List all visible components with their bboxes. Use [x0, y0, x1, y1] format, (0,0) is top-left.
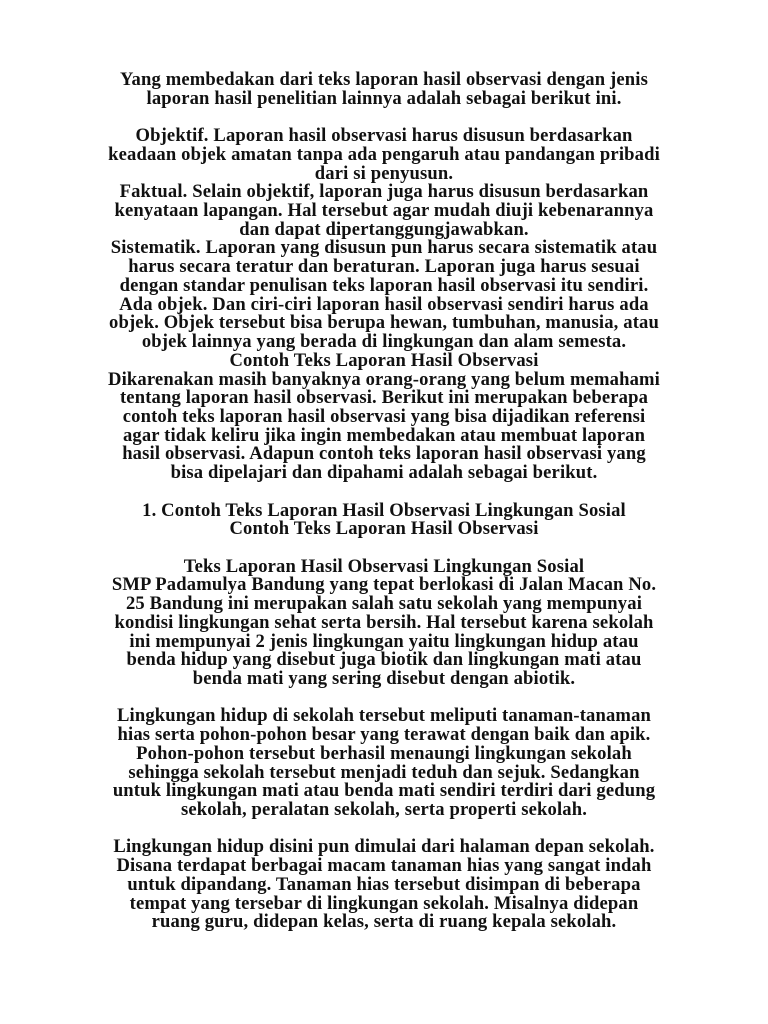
objektif-line: dari si penyusun.: [314, 162, 454, 184]
report-line: SMP Padamulya Bandung yang tepat berlokasi di Jalan Macan No.: [111, 574, 657, 596]
ada-objek-line: Ada objek. Dan ciri-ciri laporan hasil observasi sendiri harus ada: [119, 293, 649, 315]
ada-objek-line: objek. Objek tersebut bisa berupa hewan, tumbuhan, manusia, atau: [109, 312, 659, 334]
body-line: agar tidak keliru jika ingin membedakan atau membuat laporan: [122, 424, 646, 446]
report-line: untuk lingkungan mati atau benda mati sendiri terdiri dari gedung: [112, 780, 656, 802]
report-line: sehingga sekolah tersebut menjadi teduh dan sejuk. Sedangkan: [128, 761, 640, 783]
body-line: bisa dipelajari dan dipahami adalah sebagai berikut.: [170, 462, 598, 484]
body-line: contoh teks laporan hasil observasi yang bisa dijadikan referensi: [122, 405, 646, 427]
report-line: tempat yang tersebar di lingkungan sekolah. Misalnya didepan: [129, 892, 639, 914]
report-title: Teks Laporan Hasil Observasi Lingkungan Sosial: [183, 555, 585, 577]
faktual-line: dan dapat dipertanggungjawabkan.: [239, 218, 529, 240]
report-line: benda mati yang sering disebut dengan abiotik.: [192, 668, 576, 689]
sistematik-line: dengan standar penulisan teks laporan hasil observasi itu sendiri.: [119, 274, 649, 296]
sistematik-line: Sistematik. Laporan yang disusun pun harus secara sistematik atau: [110, 237, 658, 259]
document-body: [0, 71, 768, 932]
report-line: Lingkungan hidup di sekolah tersebut meliputi tanaman-tanaman: [116, 705, 652, 727]
ada-objek-line: objek lainnya yang berada di lingkungan dan alam semesta.: [141, 331, 627, 353]
intro-line: Yang membedakan dari teks laporan hasil observasi dengan jenis: [120, 69, 648, 90]
report-line: kondisi lingkungan sehat serta bersih. Hal tersebut karena sekolah: [114, 611, 654, 633]
objektif-line: keadaan objek amatan tanpa ada pengaruh atau pandangan pribadi: [108, 143, 660, 165]
report-line: Pohon-pohon tersebut berhasil menaungi lingkungan sekolah: [136, 742, 632, 764]
objektif-line: Objektif. Laporan hasil observasi harus disusun berdasarkan: [135, 125, 633, 147]
body-line: tentang laporan hasil observasi. Berikut ini merupakan beberapa: [119, 387, 649, 409]
faktual-line: Faktual. Selain objektif, laporan juga harus disusun berdasarkan: [119, 181, 649, 203]
report-line: untuk dipandang. Tanaman hias tersebut disimpan di beberapa: [127, 873, 641, 895]
blank-line: [0, 539, 768, 558]
intro-line: laporan hasil penelitian lainnya adalah sebagai berikut ini.: [146, 87, 622, 109]
faktual-line: kenyataan lapangan. Hal tersebut agar mudah diuji kebenarannya: [114, 200, 654, 222]
example-subheading: Contoh Teks Laporan Hasil Observasi: [229, 518, 539, 540]
section-heading: Contoh Teks Laporan Hasil Observasi: [229, 349, 539, 371]
body-line: hasil observasi. Adapun contoh teks laporan hasil observasi yang: [122, 443, 646, 465]
body-line: Dikarenakan masih banyaknya orang-orang yang belum memahami: [108, 368, 660, 390]
blank-line: [0, 483, 768, 502]
report-line: 25 Bandung ini merupakan salah satu sekolah yang mempunyai: [125, 593, 643, 615]
example-heading: 1. Contoh Teks Laporan Hasil Observasi Lingkungan Sosial: [142, 499, 626, 521]
report-line: Disana terdapat berbagai macam tanaman hias yang sangat indah: [116, 855, 652, 877]
sistematik-line: harus secara teratur dan beraturan. Laporan juga harus sesuai: [128, 256, 640, 278]
report-line: Lingkungan hidup disini pun dimulai dari halaman depan sekolah.: [113, 836, 655, 858]
report-line: ini mempunyai 2 jenis lingkungan yaitu lingkungan hidup atau: [129, 630, 639, 652]
report-line: ruang guru, didepan kelas, serta di ruang kepala sekolah.: [151, 911, 617, 933]
report-line: sekolah, peralatan sekolah, serta properti sekolah.: [180, 799, 588, 821]
report-line: benda hidup yang disebut juga biotik dan lingkungan mati atau: [126, 649, 642, 671]
report-line: hias serta pohon-pohon besar yang terawat dengan baik dan apik.: [117, 724, 651, 746]
